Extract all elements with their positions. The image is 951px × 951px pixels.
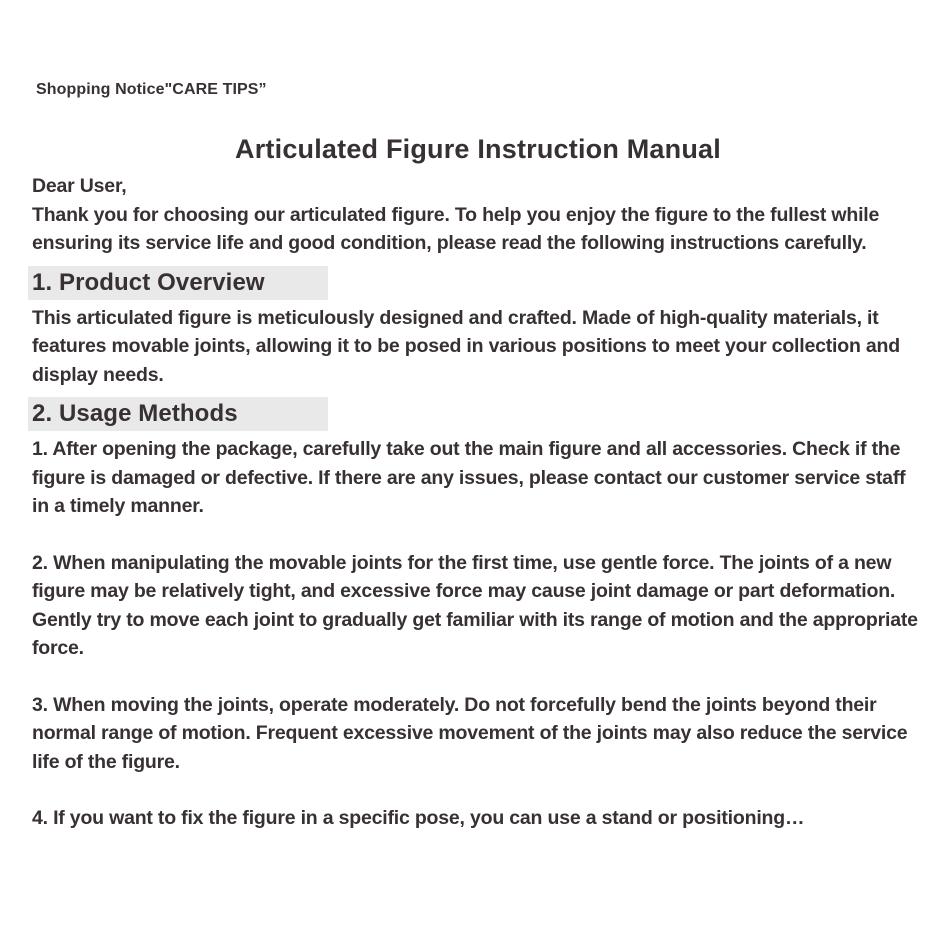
section-heading-product-overview-text: 1. Product Overview bbox=[28, 266, 328, 300]
page-title: Articulated Figure Instruction Manual bbox=[235, 134, 721, 164]
document-content bbox=[32, 80, 924, 833]
salutation-text: Dear User, bbox=[32, 175, 127, 197]
usage-step-2: 2. When manipulating the movable joints for the first time, use gentle force. The joints of a new figure may be relatively tight, and excessive force may cause joint damage or part deformation. Gently try to move each joint to gradually get familiar with its range of motion and the appropriate force. bbox=[32, 551, 918, 659]
shopping-notice-label: Shopping Notice"CARE TIPS” bbox=[36, 81, 267, 98]
section-heading-product-overview bbox=[32, 266, 924, 300]
product-overview-paragraph: This articulated figure is meticulously designed and crafted. Made of high-quality materials, it features movable joints, allowing it to be posed in various positions to meet your collection and display needs. bbox=[32, 306, 900, 386]
usage-step-1: 1. After opening the package, carefully take out the main figure and all accessories. Check if the figure is damaged or defective. If there are any issues, please contact our customer service staff in a timely manner. bbox=[32, 438, 906, 517]
section-heading-usage-methods-text: 2. Usage Methods bbox=[28, 397, 328, 431]
usage-step-4: 4. If you want to fix the figure in a specific pose, you can use a stand or positioning… bbox=[32, 807, 805, 829]
usage-step-3: 3. When moving the joints, operate moderately. Do not forcefully bend the joints beyond their normal range of motion. Frequent excessive movement of the joints may also reduce the service life of the figure. bbox=[32, 693, 908, 773]
intro-paragraph: Thank you for choosing our articulated figure. To help you enjoy the figure to the fullest while ensuring its service life and good condition, please read the following instructions carefully. bbox=[32, 203, 880, 254]
section-heading-usage-methods bbox=[32, 397, 924, 431]
